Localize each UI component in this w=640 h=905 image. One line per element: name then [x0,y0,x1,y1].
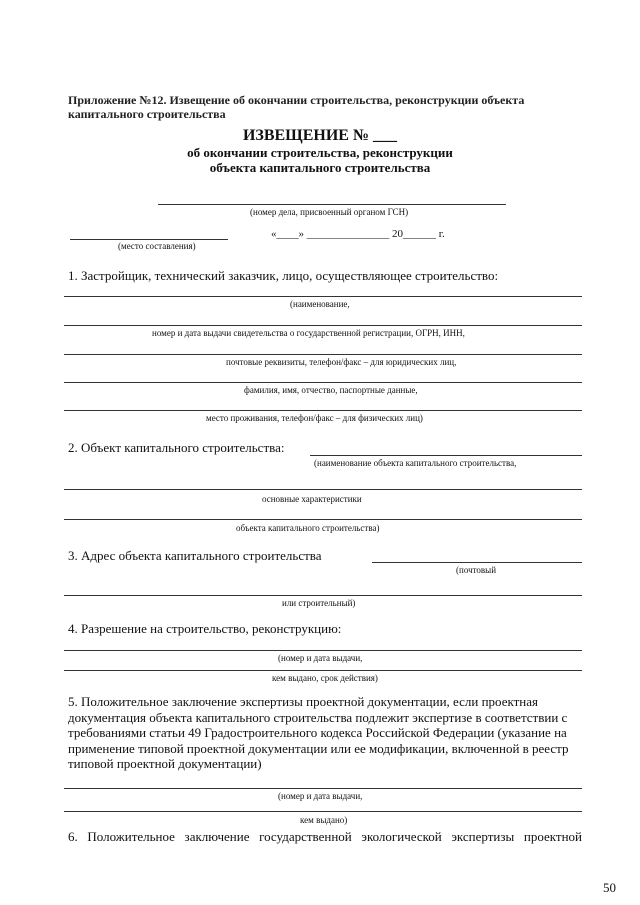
section3-line-1[interactable] [372,562,582,563]
section5-caption-1: (номер и дата выдачи, [278,791,363,801]
section1-caption-4: фамилия, имя, отчество, паспортные данные, [244,385,418,395]
section2-line-3[interactable] [64,519,582,520]
section2-caption-3: объекта капитального строительства) [236,523,380,533]
section2-line-1[interactable] [310,455,582,456]
section1-caption-2: номер и дата выдачи свидетельства о государственной регистрации, ОГРН, ИНН, [152,328,465,338]
section3-line-2[interactable] [64,595,582,596]
appendix-heading: Приложение №12. Извещение об окончании строительства, реконструкции объекта капитального строительства [68,93,525,121]
document-subtitle-line1: об окончании строительства, реконструкции [187,145,453,160]
section1-line-2[interactable] [64,325,582,326]
section4-line-2[interactable] [64,670,582,671]
section1-line-3[interactable] [64,354,582,355]
section3-caption-2: или строительный) [282,598,356,608]
section5-field-1[interactable] [64,788,582,789]
section2-heading: 2. Объект капитального строительства: [68,440,285,455]
document-title: ИЗВЕЩЕНИЕ № ___ [242,127,398,144]
section5-line-1: 5. Положительное заключение экспертизы проектной документации, если проектная [68,694,539,709]
section3-caption-1: (почтовый [456,565,497,575]
section5-line-3: требованиями статьи 49 Градостроительного кодекса Российской Федерации (указание на [68,725,567,740]
section2-caption-2: основные характеристики [262,494,362,504]
section5-line-5: типовой проектной документации) [68,756,262,771]
section1-line-4[interactable] [64,382,582,383]
section2-line-2[interactable] [64,489,582,490]
section3-heading: 3. Адрес объекта капитального строительства [68,548,322,563]
place-field[interactable] [70,239,228,240]
section1-caption-3: почтовые реквизиты, телефон/факс – для юридических лиц, [226,357,457,367]
section5-line-2: документация объекта капитального строительства подлежит экспертизе в соответствии с [68,709,568,725]
section5-caption-2: кем выдано) [300,815,348,825]
section4-line-1[interactable] [64,650,582,651]
section1-caption-1: (наименование, [290,299,350,309]
case-number-caption: (номер дела, присвоенный органом ГСН) [250,207,409,217]
date-field[interactable]: «____» _______________ 20______ г. [271,228,445,240]
page-number: 50 [603,880,616,895]
section5-field-2[interactable] [64,811,582,812]
section5-paragraph [68,694,569,772]
section4-caption-1: (номер и дата выдачи, [278,653,363,663]
section4-heading: 4. Разрешение на строительство, реконструкцию: [68,621,342,636]
section1-line-1[interactable] [64,296,582,297]
section4-caption-2: кем выдано, срок действия) [272,673,378,683]
section6-text: 6. Положительное заключение государственной экологической экспертизы проектной [68,829,582,844]
case-number-field[interactable] [158,204,506,205]
place-caption: (место составления) [118,241,196,251]
section1-caption-5: место проживания, телефон/факс – для физических лиц) [206,413,423,423]
section1-heading: 1. Застройщик, технический заказчик, лицо, осуществляющее строительство: [68,268,499,283]
section5-line-4: применение типовой проектной документации или ее модификации, включенной в реестр [68,740,569,756]
document-subtitle-line2: объекта капитального строительства [209,160,431,175]
section1-line-5[interactable] [64,410,582,411]
section2-caption-1: (наименование объекта капитального строительства, [314,458,517,468]
